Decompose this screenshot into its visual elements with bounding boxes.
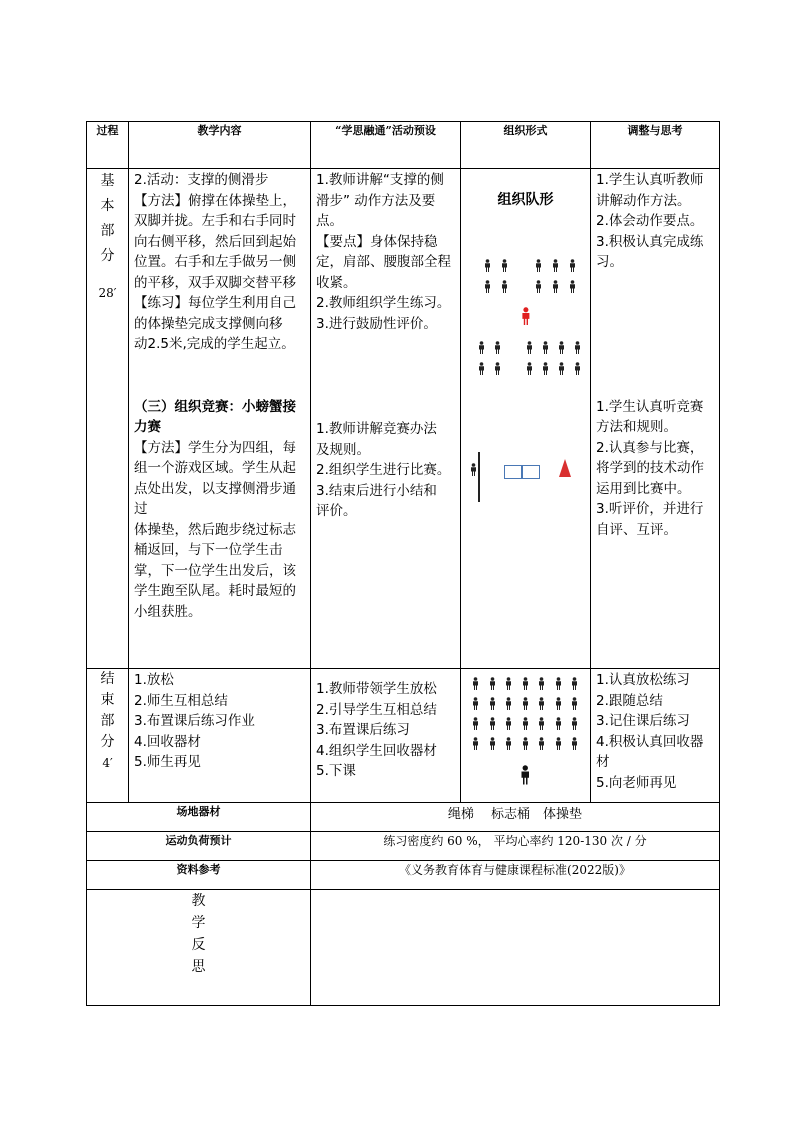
reference-value: 《义务教育体育与健康课程标准(2022版)》 <box>311 861 720 890</box>
student-icon <box>571 737 578 750</box>
student-icon <box>489 697 496 710</box>
text-line: 掌，下一位学生出发后，该 <box>134 562 296 579</box>
text-line: 3.记住课后练习 <box>596 713 690 729</box>
text-line: 将学到的技术动作 <box>596 460 704 476</box>
ending-stage-cell <box>87 669 129 803</box>
student-icon <box>472 697 479 710</box>
load-value: 练习密度约 60 %， 平均心率约 120-130 次 / 分 <box>311 832 720 861</box>
student-icon <box>478 362 485 375</box>
teaching-reflection-label <box>87 890 311 1006</box>
text-line: 1.放松 <box>134 672 174 688</box>
text-line: 材 <box>596 754 610 770</box>
stage-char: 部 <box>100 223 115 239</box>
student-icon <box>522 677 529 690</box>
stage-char: 部 <box>100 713 115 729</box>
text-line: 3.结束后进行小结和 <box>316 482 437 499</box>
text-line: 2.引导学生互相总结 <box>316 701 437 718</box>
student-icon <box>522 697 529 710</box>
text-line: （三）组织竞赛：小螃蟹接 <box>134 398 296 415</box>
student-icon <box>505 677 512 690</box>
text-line: 【方法】俯撑在体操垫上， <box>134 192 296 209</box>
teacher-icon <box>520 765 531 785</box>
text-line: 位置。右手和左手做另一侧 <box>134 254 296 270</box>
text-line: 向右侧平移，然后回到起始 <box>134 233 296 250</box>
lesson-plan-table <box>86 121 720 1006</box>
basic-stage-cell <box>87 169 129 669</box>
reflection-char: 反 <box>191 937 206 953</box>
text-line: 双脚并拢。左手和右手同时 <box>134 213 296 229</box>
text-line: 动2.5米,完成的学生起立。 <box>134 336 295 352</box>
header-row <box>87 122 720 169</box>
basic-section-row <box>87 169 720 669</box>
load-row <box>87 832 720 861</box>
ending-content-cell <box>129 669 311 803</box>
stage-char: 基 <box>100 173 115 189</box>
text-line: 2.教师组织学生练习。 <box>316 295 451 311</box>
basic-design-cell <box>311 169 461 669</box>
basic-reflection-cell <box>591 169 720 669</box>
teacher-icon <box>521 307 531 325</box>
text-line: 组一个游戏区域。学生从起 <box>134 460 296 476</box>
header-reflection: 调整与思考 <box>591 122 720 169</box>
student-icon <box>526 341 533 354</box>
text-line: 2.跟随总结 <box>596 692 663 709</box>
student-icon <box>542 362 549 375</box>
text-line: 1.教师讲解竞赛办法 <box>316 421 437 437</box>
stage-char: 本 <box>100 198 115 214</box>
student-icon <box>472 717 479 730</box>
text-line: 收紧。 <box>316 274 357 291</box>
student-icon <box>542 341 549 354</box>
stage-char: 束 <box>100 692 115 708</box>
student-icon <box>574 341 581 354</box>
text-line: 4.组织学生回收器材 <box>316 742 437 759</box>
text-line: 习。 <box>596 254 623 270</box>
text-line: 3.听评价，并进行 <box>596 501 704 517</box>
text-line: 评价。 <box>316 503 357 519</box>
student-icon <box>489 717 496 730</box>
student-icon <box>494 362 501 375</box>
student-icon <box>501 280 508 293</box>
student-icon <box>538 677 545 690</box>
load-label: 运动负荷预计 <box>87 832 311 861</box>
student-icon <box>505 737 512 750</box>
student-icon <box>555 697 562 710</box>
text-line: 学生跑至队尾。耗时最短的 <box>134 583 296 599</box>
header-design: “学思融通”活动预设 <box>311 122 461 169</box>
text-line: 3.进行鼓励性评价。 <box>316 315 437 332</box>
reference-label: 资料参考 <box>87 861 311 890</box>
text-line: 及规则。 <box>316 441 370 458</box>
text-line: 2.组织学生进行比赛。 <box>316 462 451 478</box>
student-icon <box>535 280 542 293</box>
reflection-char: 教 <box>191 893 206 909</box>
text-line: 2.认真参与比赛， <box>596 439 704 456</box>
text-line: 1.学生认真听竞赛 <box>596 398 704 415</box>
text-line: 自评、互评。 <box>596 521 677 538</box>
student-icon <box>484 259 491 272</box>
student-icon <box>494 341 501 354</box>
text-line: 5.向老师再见 <box>596 774 677 791</box>
org-title: 组织队形 <box>497 192 554 208</box>
text-line: 的体操垫完成支撑侧向移 <box>134 315 283 332</box>
text-line: 力赛 <box>134 419 161 435</box>
text-line: 3.积极认真完成练 <box>596 233 704 250</box>
stage-char: 分 <box>100 248 115 264</box>
student-icon <box>522 717 529 730</box>
student-icon <box>538 697 545 710</box>
student-icon <box>571 697 578 710</box>
text-line: 讲解动作方法。 <box>596 192 691 209</box>
student-icon <box>505 697 512 710</box>
student-icon <box>558 341 565 354</box>
teaching-reflection-row <box>87 890 720 1006</box>
student-icon <box>571 677 578 690</box>
reflection-char: 思 <box>191 959 206 975</box>
student-icon <box>574 362 581 375</box>
text-line: 2.活动：支撑的侧滑步 <box>134 172 269 188</box>
teaching-reflection-content <box>311 890 720 1006</box>
header-process: 过程 <box>87 122 129 169</box>
text-line: 方法和规则。 <box>596 419 677 435</box>
basic-content-cell <box>129 169 311 669</box>
student-icon <box>522 737 529 750</box>
stage-char: 结 <box>100 671 115 687</box>
text-line: 【练习】每位学生利用自己 <box>134 295 296 311</box>
start-line <box>478 452 480 502</box>
student-icon <box>569 280 576 293</box>
text-line: 滑步” 动作方法及要 <box>316 192 436 209</box>
student-icon <box>552 259 559 272</box>
text-line: 2.师生互相总结 <box>134 692 228 709</box>
student-icon <box>555 717 562 730</box>
stage-time: 4′ <box>102 756 113 770</box>
student-icon <box>505 717 512 730</box>
mat-icon <box>504 465 540 479</box>
student-icon <box>489 677 496 690</box>
text-line: 1.教师讲解“支撑的侧 <box>316 172 444 188</box>
text-line: 2.体会动作要点。 <box>596 213 704 229</box>
student-icon <box>558 362 565 375</box>
student-icon <box>538 717 545 730</box>
student-icon <box>472 677 479 690</box>
text-line: 1.学生认真听教师 <box>596 172 704 188</box>
student-icon <box>538 737 545 750</box>
cone-icon <box>559 459 571 477</box>
text-line: 3.布置课后练习 <box>316 722 410 738</box>
text-line: 点。 <box>316 213 343 229</box>
stage-char: 分 <box>100 734 115 750</box>
header-organization: 组织形式 <box>461 122 591 169</box>
ending-design-cell <box>311 669 461 803</box>
text-line: 5.师生再见 <box>134 754 201 770</box>
equipment-row <box>87 803 720 832</box>
student-icon <box>478 341 485 354</box>
student-icon <box>526 362 533 375</box>
student-icon <box>555 677 562 690</box>
header-content: 教学内容 <box>129 122 311 169</box>
student-icon <box>535 259 542 272</box>
ending-organization-cell <box>461 669 591 803</box>
ending-reflection-cell <box>591 669 720 803</box>
student-icon <box>470 463 477 476</box>
text-line: 【要点】身体保持稳 <box>316 233 438 250</box>
student-icon <box>501 259 508 272</box>
reference-row <box>87 861 720 890</box>
student-icon <box>569 259 576 272</box>
equipment-value: 绳梯 标志桶 体操垫 <box>311 803 720 832</box>
text-line: 小组获胜。 <box>134 603 202 620</box>
stage-time: 28′ <box>98 286 117 300</box>
text-line: 4.积极认真回收器 <box>596 733 704 750</box>
text-line: 4.回收器材 <box>134 733 201 750</box>
student-icon <box>489 737 496 750</box>
student-icon <box>472 737 479 750</box>
reflection-char: 学 <box>191 915 206 931</box>
student-icon <box>484 280 491 293</box>
text-line: 点处出发，以支撑侧滑步通过 <box>134 480 296 517</box>
ending-section-row <box>87 669 720 803</box>
text-line: 1.认真放松练习 <box>596 672 690 688</box>
text-line: 5.下课 <box>316 763 356 779</box>
text-line: 1.教师带领学生放松 <box>316 681 437 697</box>
student-icon <box>571 717 578 730</box>
text-line: 【方法】学生分为四组，每 <box>134 439 296 456</box>
text-line: 的平移，双手双脚交替平移 <box>134 274 296 291</box>
text-line: 3.布置课后练习作业 <box>134 713 255 729</box>
text-line: 运用到比赛中。 <box>596 480 691 497</box>
equipment-label: 场地器材 <box>87 803 311 832</box>
text-line: 定，肩部、腰腹部全程 <box>316 254 451 270</box>
student-icon <box>555 737 562 750</box>
text-line: 桶返回，与下一位学生击 <box>134 542 283 558</box>
student-icon <box>552 280 559 293</box>
basic-organization-cell <box>461 169 591 669</box>
text-line: 体操垫，然后跑步绕过标志 <box>134 521 296 538</box>
